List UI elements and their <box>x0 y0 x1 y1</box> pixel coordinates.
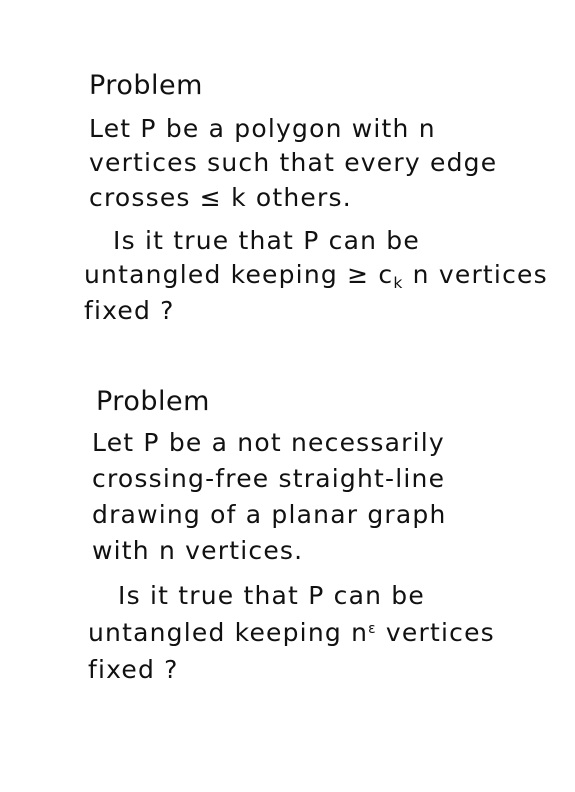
problem-1-question-line-2-text: untangled keeping ≥ c <box>84 260 394 289</box>
problem-2-question-line-2 <box>88 620 495 645</box>
problem-2-statement-line-1: Let P be a not necessarily <box>92 428 445 457</box>
problem-1-statement-line-2: vertices such that every edge <box>89 148 498 177</box>
problem-2-statement-line-4: with n vertices. <box>92 536 304 565</box>
problem-2-question-line-1: Is it true that P can be <box>118 581 425 610</box>
problem-2-question-line-2-tail: vertices <box>376 618 495 647</box>
subscript-k: k <box>393 274 404 293</box>
problem-2-question-line-2-text: untangled keeping n <box>88 618 369 647</box>
problem-1-question-line-1: Is it true that P can be <box>113 226 420 255</box>
problem-2-question-line-3: fixed ? <box>88 655 179 684</box>
superscript-epsilon: ε <box>368 620 377 637</box>
problem-2-heading: Problem <box>96 386 210 417</box>
problem-1-question-line-2-tail: n vertices <box>403 260 548 289</box>
problem-2-statement-line-2: crossing-free straight-line <box>92 464 446 493</box>
problem-1-heading: Problem <box>89 70 203 101</box>
problem-1-question-line-3: fixed ? <box>84 296 175 325</box>
problem-1-question-line-2 <box>84 260 548 293</box>
problem-1-statement-line-1: Let P be a polygon with n <box>89 114 436 143</box>
problem-1-statement-line-3: crosses ≤ k others. <box>89 183 352 212</box>
problem-2-statement-line-3: drawing of a planar graph <box>92 500 447 529</box>
